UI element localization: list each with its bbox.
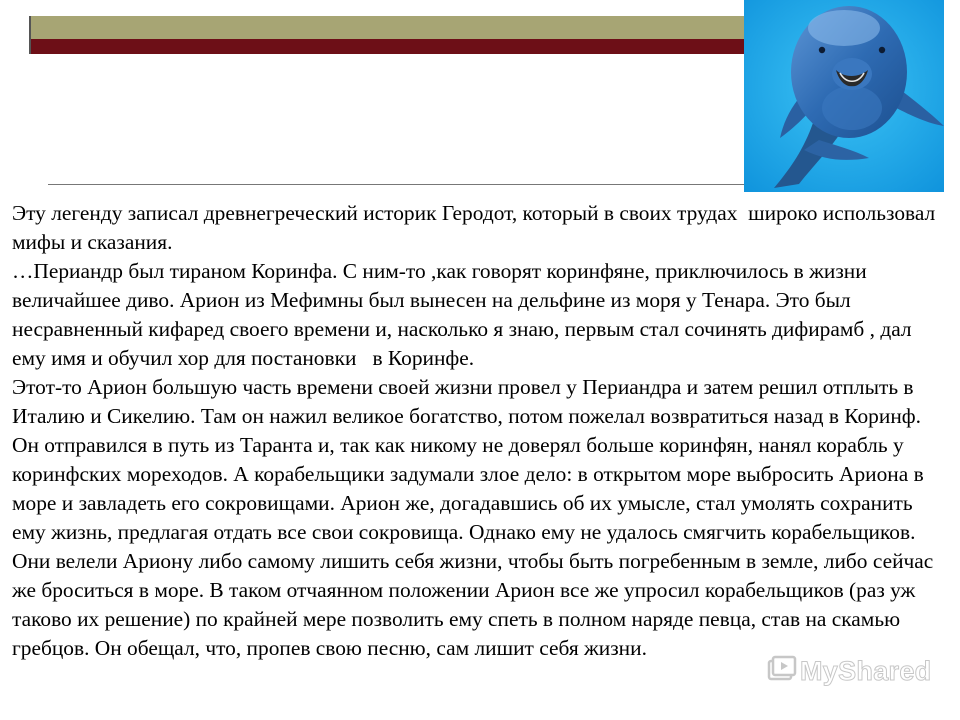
watermark-label: MyShared <box>800 656 932 686</box>
paragraph-herodotus: Эту легенду записал древнегреческий историк Геродот, который в своих трудах широко использовал мифы и сказания. <box>12 201 941 254</box>
header-bar-maroon <box>31 39 745 54</box>
watermark <box>766 652 932 690</box>
paragraph-periander: …Периандр был тираном Коринфа. С ним-то ,как говорят коринфяне, приключилось в жизни величайшее диво. Арион из Мефимны был вынесен на дельфине из моря у Тенара. Это был несравненный кифаред своего времени и, насколько я знаю, первым стал сочинять дифирамб , дал ему имя и обучил хор для постановки в Коринфе. <box>12 259 917 370</box>
legend-text <box>12 199 950 663</box>
header-bar-olive <box>31 16 745 39</box>
slides-icon <box>766 655 798 687</box>
paragraph-arion: Этот-то Арион большую часть времени своей жизни провел у Периандра и затем решил отплыть в Италию и Сикелию. Там он нажил великое богатство, потом пожелал возвратиться назад в Коринф. Он отправился в путь из Таранта и, так как никому не доверял больше коринфян, нанял корабль у коринфских мореходов. А корабельщики задумали злое дело: в открытом море выбросить Ариона в море и завладеть его сокровищами. Арион же, догадавшись об их умысле, стал умолять сохранить ему жизнь, предлагая отдать все свои сокровища. Однако ему не удалось смягчить корабельщиков. Они велели Ариону либо самому лишить себя жизни, чтобы быть погребенным в земле, либо сейчас же броситься в море. В таком отчаянном положении Арион все же упросил корабельщиков (раз уж таково их решение) по крайней мере позволить ему спеть в полном наряде певца, став на скамью гребцов. Он обещал, что, пропев свою песню, сам лишит себя жизни. <box>12 375 939 660</box>
title-divider <box>48 184 745 185</box>
header-bar-edge <box>29 16 31 54</box>
dolphin-image <box>744 0 944 192</box>
